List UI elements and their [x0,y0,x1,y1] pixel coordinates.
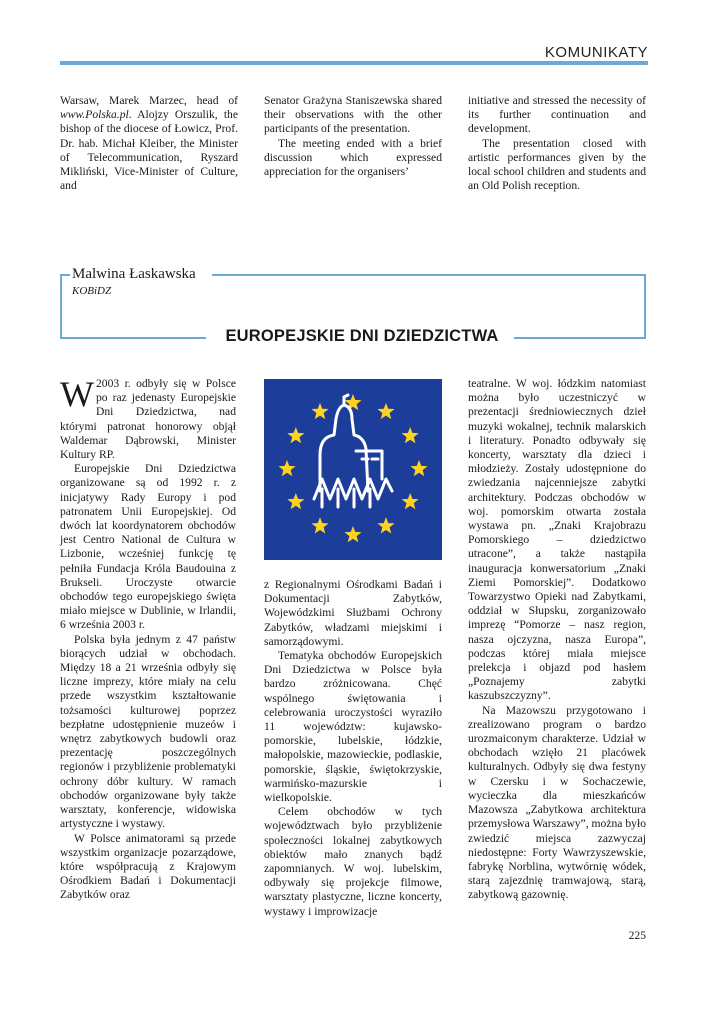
article-col3-para-2: Na Mazowszu przygotowano i zrealizowano program o bardzo urozmaiconym charakterze. Udział w obchodach wzięło 21 placówek kulturalnych. Odbyły się dwa festyny w Czersku i w Sochaczewie, wycieczka dla mieszkańców Mazowsza „Zabytkowa architektura przemysłowa Warszawy”, można było zwiedzić miejsca zazwyczaj niedostępne: Forty Wawrzyszewskie, fabrykę Norblina, wytwórnię wódek, starą zajezdnię tramwajową, starą, zabytkową gazownię. [468,703,646,902]
top-column-1 [60,94,238,193]
star-icon [278,460,295,476]
logo-graphic [264,379,442,560]
article-col1-para-1: W 2003 r. odbyły się w Polsce po raz jedenasty Europejskie Dni Dziedzictwa, nad którymi patronat honorowy objął Waldemar Dąbrowski, Minister Kultury RP. [60,374,236,462]
article-author: Malwina Łaskawska [72,266,196,282]
star-icon [311,403,328,419]
header-box-top-rule [212,274,646,276]
top-col3-para-2: The presentation closed with artistic performances given by the local school children and students and an Old Polish reception. [468,136,646,193]
section-rule [60,61,648,65]
star-icon [402,493,419,509]
header-box-right-rule [644,274,646,338]
article-col2-para-1: z Regionalnymi Ośrodkami Badań i Dokumentacji Zabytków, Wojewódzkimi Służbami Ochrony Zabytków, władzami miejskimi i samorządowymi. [264,578,442,648]
article-col2-para-2: Tematyka obchodów Europejskich Dni Dziedzictwa w Polsce była bardzo zróżnicowana. Chęć wspólnego świętowania i celebrowania uroczystości wyraziło 11 województw: kujawsko-pomorskie, lubelskie, łódzkie, małopolskie, mazowieckie, podlaskie, pomorskie, śląskie, świętokrzyskie, warmińsko-mazurskie i wielkopolskie. [264,649,442,805]
article-col1-para-3: Polska była jednym z 47 państw biorących udział w obchodach. Między 18 a 21 września odbyły się liczne imprezy, które miały na celu przede wszystkim kształtowanie tożsamości kulturowej poprzez bezpłatne udostępnienie muzeów i wnętrz zabytkowych budowli oraz prezentację poszczególnych regionów i przybliżenie problematyki ochrony dóbr kultury. W ramach obchodów organizowane były także warsztaty, konferencje, widowiska artystyczne i wystawy. [60,632,236,831]
top-column-2 [264,94,442,179]
star-icon [402,427,419,443]
top-col2-para-2: The meeting ended with a brief discussion which expressed appreciation for the organisers’ [264,136,442,179]
star-icon [287,493,304,509]
star-icon [287,427,304,443]
article-col3-para-1: teatralne. W woj. łódzkim natomiast można było uczestniczyć w prezentacji średniowiecznych dzieł muzyki wokalnej, technik malarskich i literatury. Ponadto odbywały się koncerty, warsztaty dla dzieci i młodzieży. Zostały udostępnione do zwiedzania najcenniejsze zabytki architektury. Podczas obchodów w woj. pomorskim otwarta została wystawa pn. „Znaki Krajobrazu Pomorskiego – dziedzictwo utracone”, a także nastąpiła inauguracja konwersatorium „Znaki Ziemi Pomorskiej”. Dodatkowo Towarzystwo Opieki nad Zabytkami, oddział w Słupsku, zorganizowało imprezę “Pomorze – nasz region, nasza ojczyzna, nasza Europa”, podczas której miała miejsce prelekcja i objazd pod hasłem „Poznajemy zabytki kaszubszczyzny”. [468,377,646,703]
header-box-bottom-left-rule [60,337,206,339]
article-column-1 [60,374,236,903]
page-number: 225 [628,929,646,942]
star-icon [311,517,328,533]
european-heritage-days-logo [264,379,442,560]
top-col2-para-1: Senator Grażyna Staniszewska shared their observations with the other participants of the presentation. [264,94,442,136]
article-col2-para-3: Celem obchodów w tych województwach było przybliżenie społeczności lokalnej zabytkowych obiektów mało znanych bądź zapomnianych. W woj. lubelskim, odbywały się projekcje filmowe, warsztaty plastyczne, liczne koncerty, wystawy i improwizacje [264,805,442,918]
star-icon [377,517,394,533]
castle-drawing [314,395,392,507]
article-col1-para-2: Europejskie Dni Dziedzictwa organizowane są od 1992 r. z inicjatywy Rady Europy i pod patronatem Unii Europejskiej. Od dwóch lat koordynatorem obchodów jest Centro National de Cultura w Lizbonie, wcześniej funkcję tę pełniła Fundacja Króla Baudouina z Brukseli. Uroczyste otwarcie obchodów tego europejskiego święta miało miejsce w Dublinie, w Irlandii, 6 września 2003 r. [60,462,236,632]
article-column-3 [468,377,646,903]
drop-cap: W [60,374,94,414]
star-icon [344,526,361,542]
top-col3-para-1: initiative and stressed the necessity of its further continuation and development. [468,94,646,136]
top-col1-text: Warsaw, Marek Marzec, head of www.Polska.pl. Alojzy Orszulik, the bishop of the diocese of Łowicz, Prof. Dr. hab. Michał Kleiber, the Minister of Telecommunication, Ryszard Mikliński, Vice-Minister of Culture, and [60,94,238,193]
article-col1-para-4: W Polsce animatorami są przede wszystkim organizacje pozarządowe, które współpracują z Krajowym Ośrodkiem Badań i Dokumentacji Zabytków oraz [60,831,236,902]
header-box-bottom-right-rule [514,337,646,339]
star-icon [410,460,427,476]
author-affiliation: KOBiDZ [72,285,112,297]
star-icon [377,403,394,419]
header-box-left-rule [60,274,62,338]
section-label: KOMUNIKATY [544,44,648,61]
article-column-2 [264,578,442,919]
article-title: EUROPEJSKIE DNI DZIEDZICTWA [225,327,499,345]
top-column-3 [468,94,646,193]
